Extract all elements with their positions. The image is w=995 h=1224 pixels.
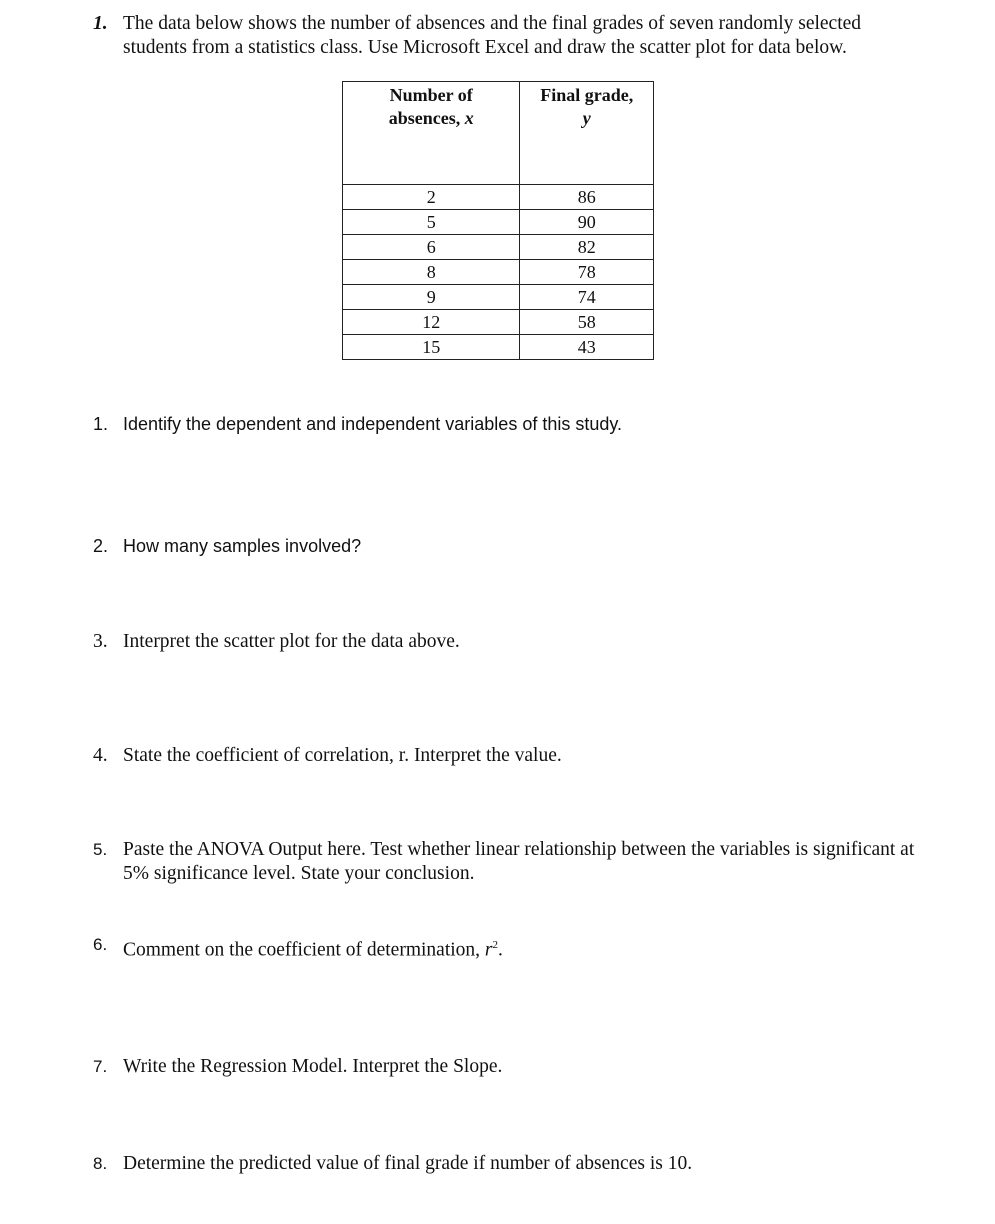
cell-absences: 12 bbox=[343, 310, 520, 335]
cell-absences: 2 bbox=[343, 185, 520, 210]
question-5 bbox=[93, 838, 938, 886]
problem-number: 1. bbox=[93, 13, 108, 34]
period: . bbox=[498, 939, 503, 961]
table-row bbox=[343, 285, 654, 310]
table-row bbox=[343, 310, 654, 335]
cell-grade: 58 bbox=[520, 310, 654, 335]
header-final-grade bbox=[520, 82, 654, 185]
cell-grade: 86 bbox=[520, 185, 654, 210]
cell-grade: 74 bbox=[520, 285, 654, 310]
question-4 bbox=[93, 744, 953, 768]
question-1 bbox=[93, 412, 953, 436]
cell-absences: 8 bbox=[343, 260, 520, 285]
question-text: State the coefficient of correlation, r. Interpret the value. bbox=[123, 745, 562, 766]
table-row bbox=[343, 185, 654, 210]
header-absences bbox=[343, 82, 520, 185]
cell-absences: 6 bbox=[343, 235, 520, 260]
exponent: 2 bbox=[492, 939, 499, 951]
table-row bbox=[343, 235, 654, 260]
question-number: 5. bbox=[93, 840, 108, 859]
question-3 bbox=[93, 630, 953, 654]
data-table bbox=[342, 81, 654, 360]
r-variable: r bbox=[484, 939, 493, 961]
question-6 bbox=[93, 933, 953, 963]
question-text: Paste the ANOVA Output here. Test whether linear relationship between the variables is significant at 5% significance level. State your conclusion. bbox=[123, 839, 915, 884]
cell-grade: 78 bbox=[520, 260, 654, 285]
cell-grade: 90 bbox=[520, 210, 654, 235]
cell-absences: 5 bbox=[343, 210, 520, 235]
header-absences-var: x bbox=[464, 108, 474, 128]
cell-absences: 9 bbox=[343, 285, 520, 310]
question-number: 8. bbox=[93, 1154, 108, 1173]
question-number: 1. bbox=[93, 414, 109, 434]
cell-absences: 15 bbox=[343, 335, 520, 360]
question-text: Write the Regression Model. Interpret the Slope. bbox=[123, 1056, 503, 1077]
question-7 bbox=[93, 1055, 953, 1079]
question-text: Identify the dependent and independent variables of this study. bbox=[123, 414, 623, 434]
header-final-grade-line1: Final grade, bbox=[540, 85, 634, 105]
question-6-text: Comment on the coefficient of determination, bbox=[123, 939, 481, 961]
question-text: Interpret the scatter plot for the data above. bbox=[123, 631, 460, 652]
question-number: 7. bbox=[93, 1057, 108, 1076]
question-text bbox=[123, 933, 953, 963]
question-number: 3. bbox=[93, 631, 108, 652]
question-text: How many samples involved? bbox=[123, 536, 362, 556]
cell-grade: 43 bbox=[520, 335, 654, 360]
table-row bbox=[343, 260, 654, 285]
question-2 bbox=[93, 534, 953, 558]
table-header-row bbox=[343, 82, 654, 185]
cell-grade: 82 bbox=[520, 235, 654, 260]
header-final-grade-var: y bbox=[582, 108, 591, 128]
header-absences-line1: Number of bbox=[389, 85, 473, 105]
table-row bbox=[343, 335, 654, 360]
table-row bbox=[343, 210, 654, 235]
question-number: 4. bbox=[93, 745, 108, 766]
problem-statement bbox=[93, 12, 893, 60]
header-absences-line2: absences, bbox=[388, 108, 461, 128]
question-number: 2. bbox=[93, 536, 109, 556]
question-number: 6. bbox=[93, 935, 108, 954]
question-8 bbox=[93, 1152, 953, 1176]
question-text: Determine the predicted value of final grade if number of absences is 10. bbox=[123, 1153, 693, 1174]
problem-text: The data below shows the number of absences and the final grades of seven randomly selected students from a statistics class. Use Microsoft Excel and draw the scatter plot for data below. bbox=[123, 13, 862, 58]
